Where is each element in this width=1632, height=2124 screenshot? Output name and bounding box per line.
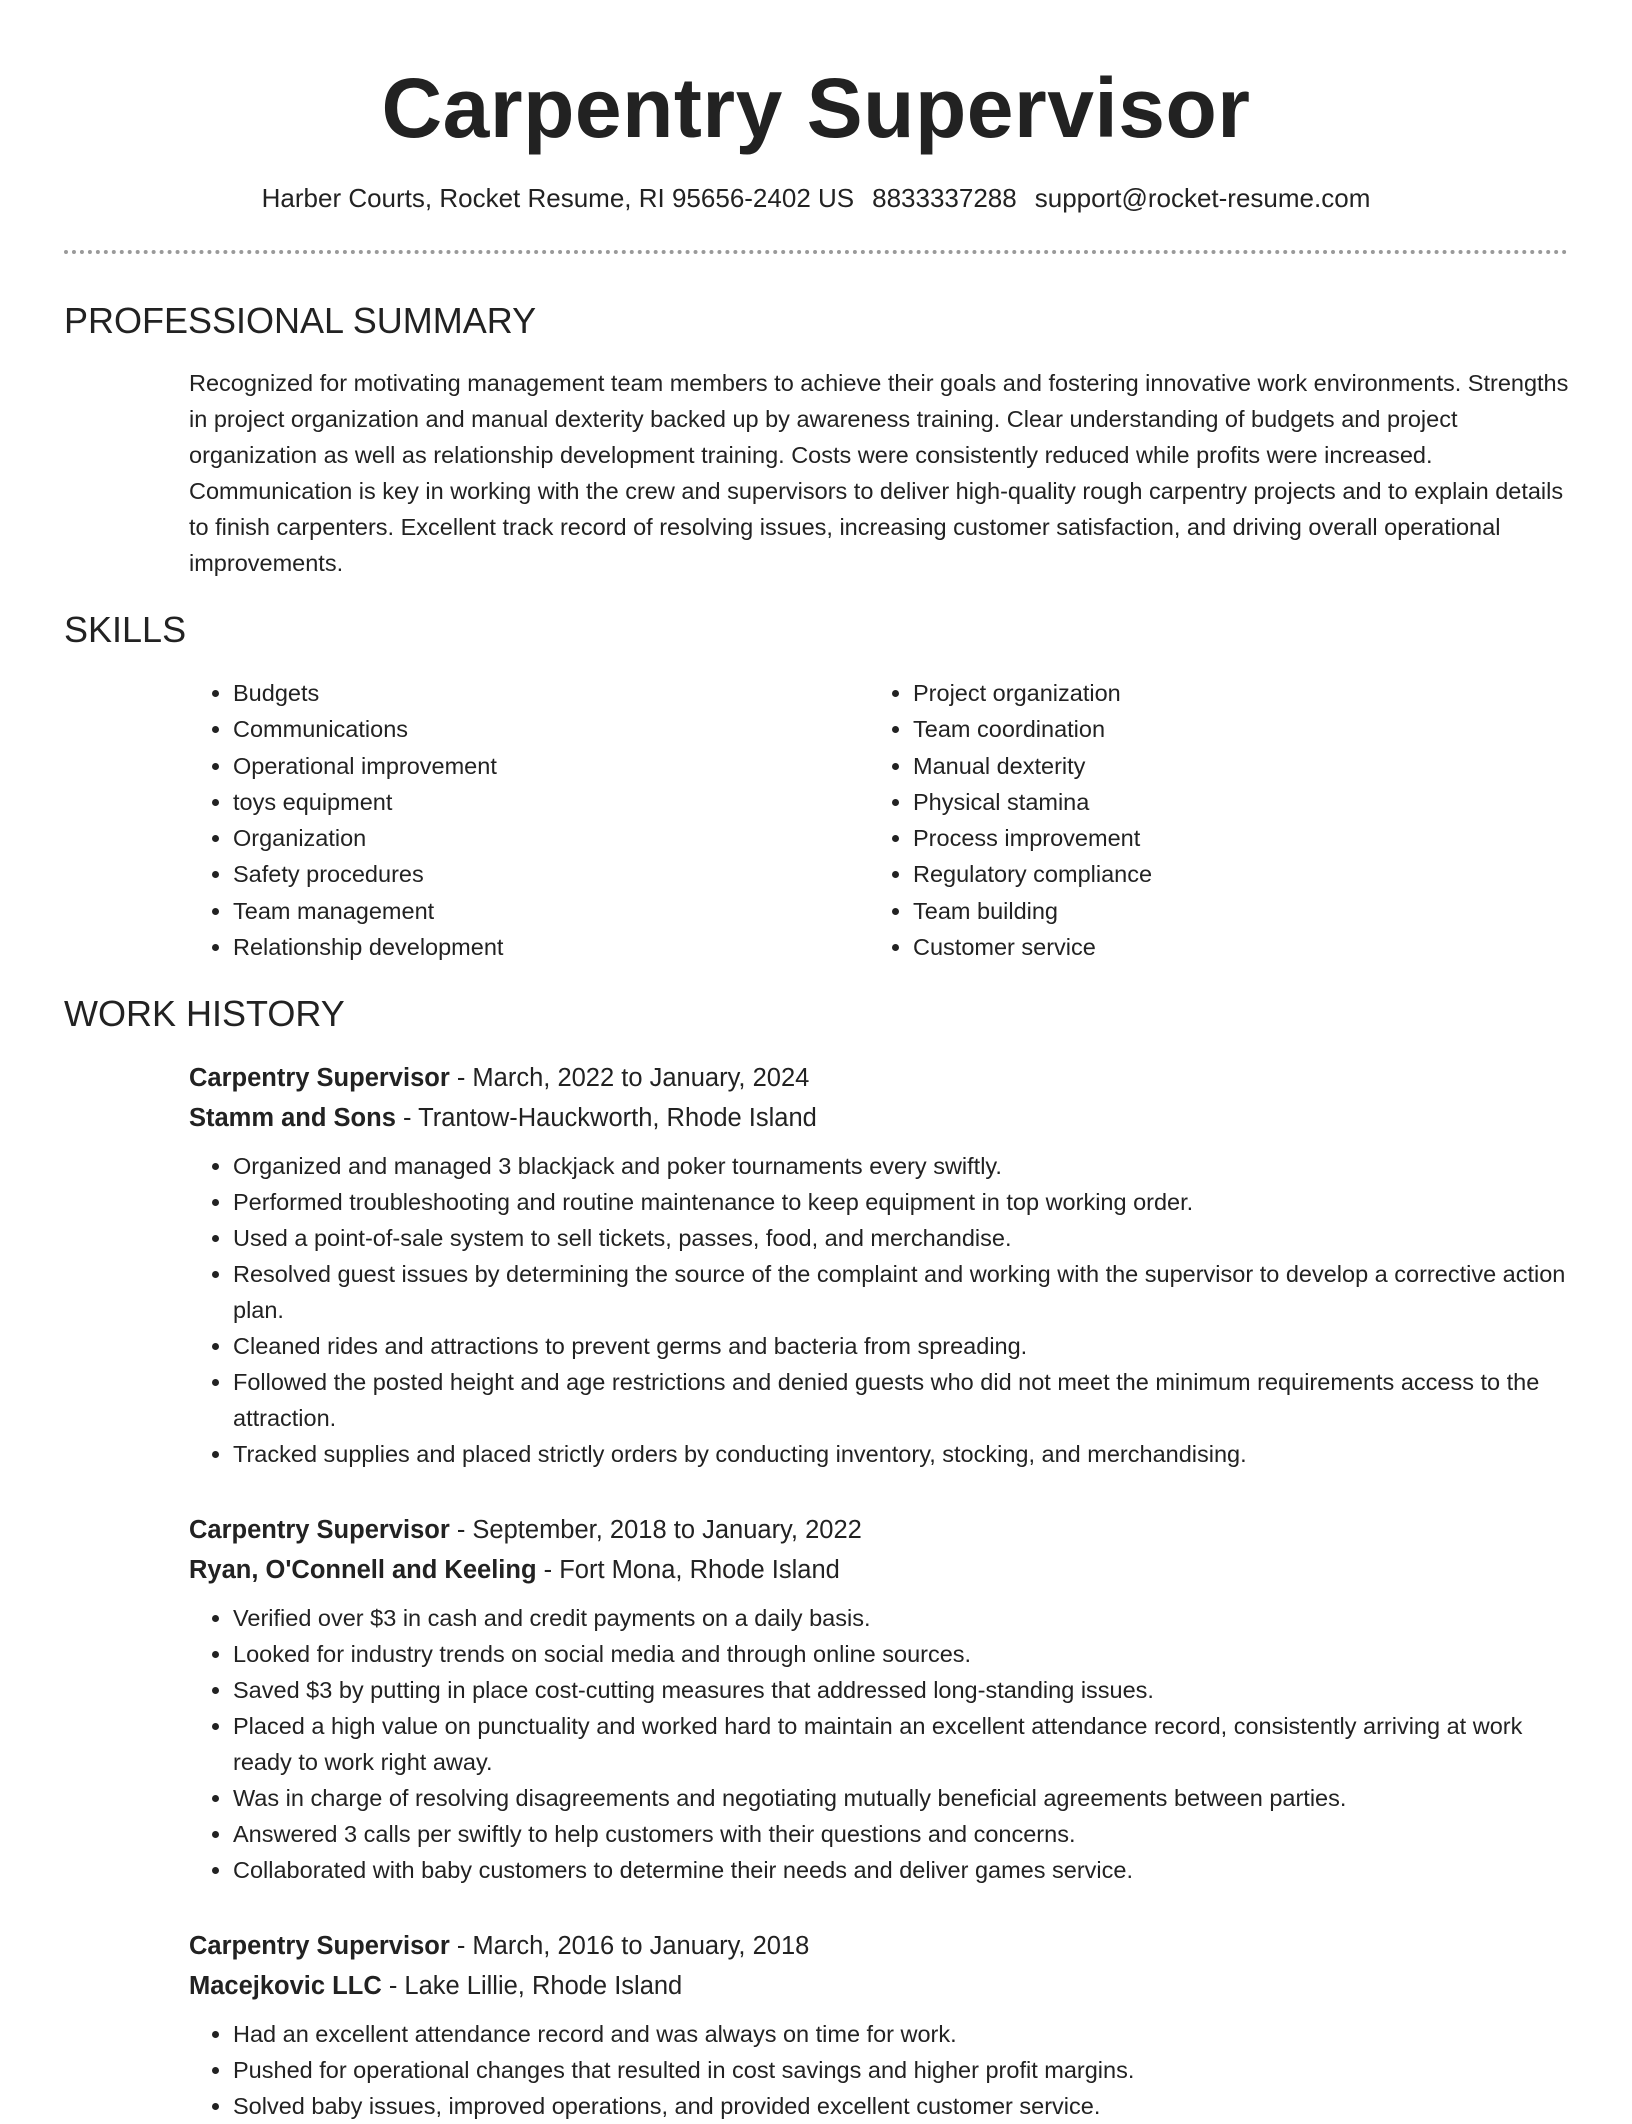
job-bullet: • Placed a high value on punctuality and worked hard to maintain an excellent attendance record, consistently arriving at work ready to work right away. [233, 1708, 1569, 1780]
skill-item: • Physical stamina [913, 784, 1152, 820]
job-bullet: • Followed the posted height and age restrictions and denied guests who did not meet the minimum requirements access to the attraction. [233, 1364, 1569, 1436]
job-entry [189, 1926, 1569, 2124]
job-bullet: • Verified over $3 in cash and credit payments on a daily basis. [233, 1600, 1569, 1636]
skill-item: • Communications [233, 711, 503, 747]
job-company: Ryan, O'Connell and Keeling [189, 1556, 537, 1584]
summary-section-title: PROFESSIONAL SUMMARY [64, 300, 537, 341]
job-location: - Trantow-Hauckworth, Rhode Island [395, 1104, 817, 1132]
job-bullet: • Saved $3 by putting in place cost-cutting measures that addressed long-standing issues. [233, 1672, 1569, 1708]
contact-email: support@rocket-resume.com [1034, 183, 1371, 213]
contact-address: Harber Courts, Rocket Resume, RI 95656-2402 US [261, 183, 855, 213]
skill-item: • Team building [913, 893, 1152, 929]
job-bullets [189, 1600, 1569, 1888]
contact-line [0, 180, 1632, 216]
job-bullets [189, 1148, 1569, 1472]
summary-text: Recognized for motivating management team members to achieve their goals and fostering innovative work environments. Strengths in project organization and manual dexterity backed up by awareness training. Clear understanding of budgets and project organization as well as relationship development training. Costs were consistently reduced while profits were increased. Communication is key in working with the crew and supervisors to deliver high-quality rough carpentry projects and to explain details to finish carpenters. Excellent track record of resolving issues, increasing customer satisfaction, and driving overall operational improvements. [189, 370, 1569, 576]
skills-section-title: SKILLS [64, 609, 187, 650]
job-dates: - September, 2018 to January, 2022 [449, 1516, 862, 1544]
header-divider [64, 250, 1568, 254]
job-bullet: • Organized and managed 3 blackjack and poker tournaments every swiftly. [233, 1148, 1569, 1184]
skills-column-right [869, 675, 1152, 965]
job-role: Carpentry Supervisor [189, 1064, 450, 1092]
job-company-line [189, 1966, 1569, 2006]
job-company-line [189, 1098, 1569, 1138]
job-bullet: • Tracked supplies and placed strictly orders by conducting inventory, stocking, and merchandising. [233, 1436, 1569, 1472]
job-bullet: • Looked for industry trends on social media and through online sources. [233, 1636, 1569, 1672]
job-bullet: • Used a point-of-sale system to sell tickets, passes, food, and merchandise. [233, 1220, 1569, 1256]
job-bullet: • Answered 3 calls per swiftly to help customers with their questions and concerns. [233, 1816, 1569, 1852]
skill-item: • Manual dexterity [913, 748, 1152, 784]
skill-item: • Safety procedures [233, 856, 503, 892]
job-bullet: • Solved baby issues, improved operations, and provided excellent customer service. [233, 2088, 1569, 2124]
job-bullet: • Pushed for operational changes that resulted in cost savings and higher profit margins. [233, 2052, 1569, 2088]
job-dates: - March, 2016 to January, 2018 [449, 1932, 810, 1960]
job-company-line [189, 1550, 1569, 1590]
job-company: Stamm and Sons [189, 1104, 396, 1132]
job-bullet: • Resolved guest issues by determining the source of the complaint and working with the supervisor to develop a corrective action plan. [233, 1256, 1569, 1328]
skill-item: • Budgets [233, 675, 503, 711]
job-location: - Lake Lillie, Rhode Island [381, 1972, 683, 2000]
job-entry [189, 1058, 1569, 1472]
skill-item: • Organization [233, 820, 503, 856]
work-history-section-title: WORK HISTORY [64, 993, 345, 1034]
skill-item: • toys equipment [233, 784, 503, 820]
contact-phone: 8833337288 [872, 183, 1017, 213]
job-title-line [189, 1926, 1569, 1966]
job-dates: - March, 2022 to January, 2024 [449, 1064, 810, 1092]
skills-column-left [189, 675, 503, 965]
resume-name-heading: Carpentry Supervisor [381, 61, 1251, 155]
job-role: Carpentry Supervisor [189, 1932, 450, 1960]
skill-item: • Customer service [913, 929, 1152, 965]
skill-item: • Regulatory compliance [913, 856, 1152, 892]
skill-item: • Team management [233, 893, 503, 929]
job-company: Macejkovic LLC [189, 1972, 382, 2000]
job-bullet: • Performed troubleshooting and routine maintenance to keep equipment in top working order. [233, 1184, 1569, 1220]
skill-item: • Team coordination [913, 711, 1152, 747]
job-bullet: • Had an excellent attendance record and was always on time for work. [233, 2016, 1569, 2052]
job-bullet: • Was in charge of resolving disagreements and negotiating mutually beneficial agreements between parties. [233, 1780, 1569, 1816]
job-entry [189, 1510, 1569, 1888]
job-location: - Fort Mona, Rhode Island [536, 1556, 840, 1584]
job-title-line [189, 1510, 1569, 1550]
skill-item: • Operational improvement [233, 748, 503, 784]
skill-item: • Process improvement [913, 820, 1152, 856]
job-bullet: • Collaborated with baby customers to determine their needs and deliver games service. [233, 1852, 1569, 1888]
job-bullet: • Cleaned rides and attractions to prevent germs and bacteria from spreading. [233, 1328, 1569, 1364]
job-role: Carpentry Supervisor [189, 1516, 450, 1544]
skill-item: • Project organization [913, 675, 1152, 711]
job-title-line [189, 1058, 1569, 1098]
job-bullets [189, 2016, 1569, 2124]
skill-item: • Relationship development [233, 929, 503, 965]
